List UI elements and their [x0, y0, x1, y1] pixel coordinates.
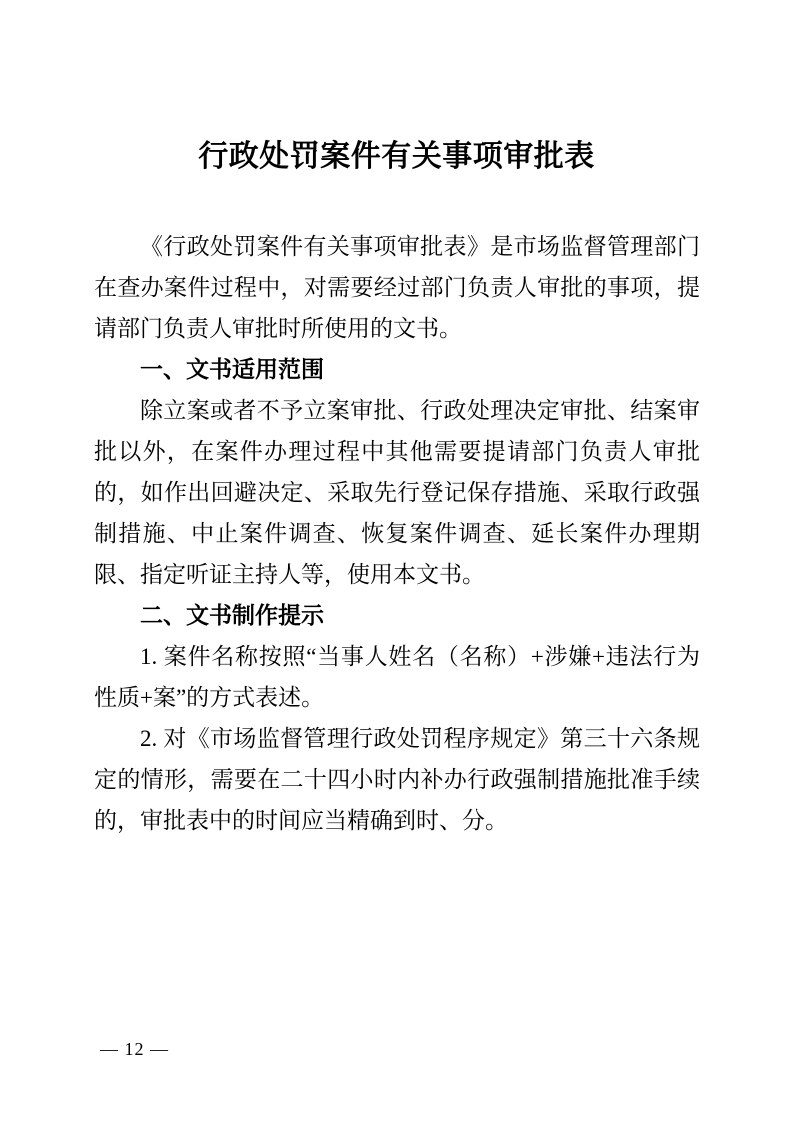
- section-2-heading: 二、文书制作提示: [140, 602, 324, 628]
- intro-paragraph: 《行政处罚案件有关事项审批表》是市场监督管理部门在查办案件过程中，对需要经过部门负责人审批的事项，提请部门负责人审批时所使用的文书。: [94, 234, 700, 341]
- page-footer: [100, 1038, 169, 1060]
- page-number: — 12 —: [100, 1039, 169, 1059]
- document-title: 行政处罚案件有关事项审批表: [198, 140, 595, 173]
- section-2-item-1: 1. 案件名称按照“当事人姓名（名称）+涉嫌+违法行为性质+案”的方式表述。: [94, 644, 700, 710]
- section-2-item-2: 2. 对《市场监督管理行政处罚程序规定》第三十六条规定的情形，需要在二十四小时内补办行政强制措施批准手续的，审批表中的时间应当精确到时、分。: [94, 726, 700, 833]
- section-1-heading: 一、文书适用范围: [140, 356, 324, 382]
- section-1-paragraph: 除立案或者不予立案审批、行政处理决定审批、结案审批以外，在案件办理过程中其他需要提请部门负责人审批的，如作出回避决定、采取先行登记保存措施、采取行政强制措施、中止案件调查、恢复案件调查、延长案件办理期限、指定听证主持人等，使用本文书。: [94, 398, 700, 587]
- document-body: [94, 226, 700, 841]
